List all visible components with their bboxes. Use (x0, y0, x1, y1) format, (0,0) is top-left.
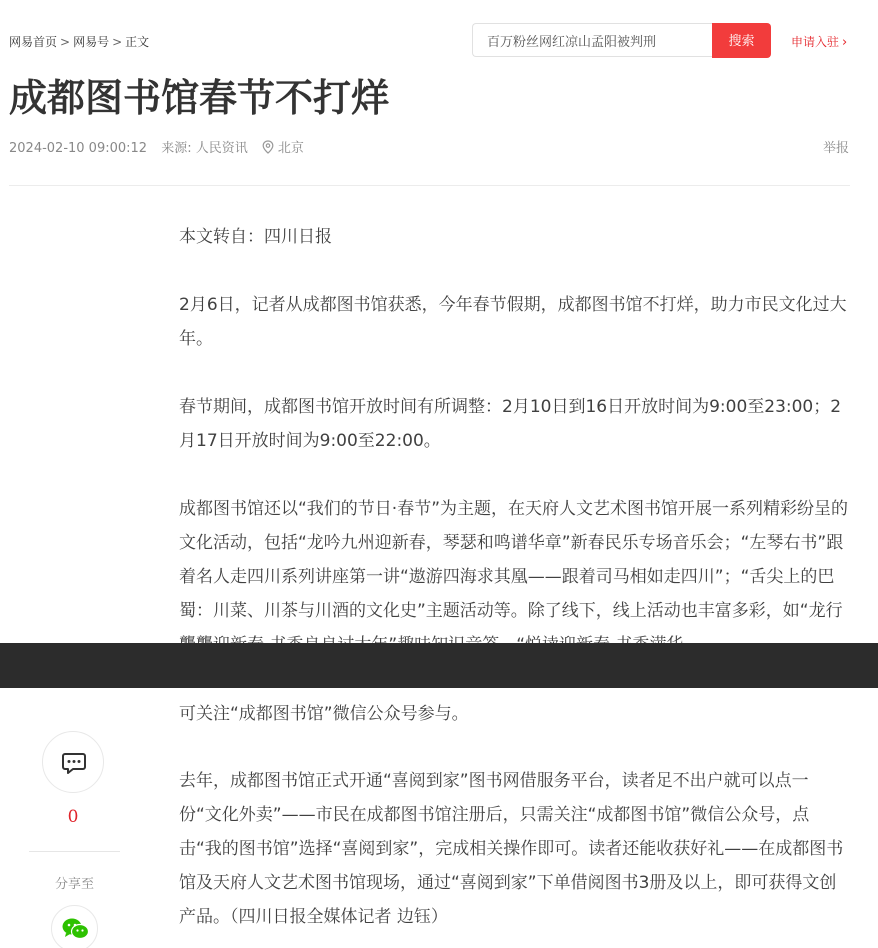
wechat-icon (62, 918, 89, 940)
breadcrumb-separator: > (60, 35, 71, 49)
apply-join-label: 申请入驻 (791, 35, 840, 49)
breadcrumb-section[interactable]: 网易号 (73, 35, 110, 49)
breadcrumb-current: 正文 (125, 35, 150, 49)
share-wechat-button[interactable] (51, 905, 98, 948)
sidebar-divider (29, 851, 120, 852)
article-paragraph: 春节期间，成都图书馆开放时间有所调整：2月10日到16日开放时间为9:00至23:00；2月17日开放时间为9:00至22:00。 (179, 397, 842, 451)
share-label: 分享至 (54, 877, 94, 892)
chevron-right-icon: › (842, 35, 848, 50)
search-input[interactable] (472, 23, 712, 57)
publish-datetime: 2024-02-10 09:00:12 (9, 141, 148, 156)
comment-button[interactable] (42, 731, 104, 793)
article-paragraph: 2月6日，记者从成都图书馆获悉，今年春节假期，成都图书馆不打烊，助力市民文化过大年。 (179, 295, 847, 349)
apply-join-link[interactable] (791, 33, 847, 50)
article-title: 成都图书馆春节不打烊 (9, 76, 390, 120)
report-link[interactable]: 举报 (822, 141, 849, 156)
article-paragraph: 本文转自：四川日报 (179, 227, 332, 247)
breadcrumb-home[interactable]: 网易首页 (9, 35, 58, 49)
comment-icon (61, 750, 87, 776)
breadcrumb (9, 33, 149, 50)
article-source: 来源: 人民资讯 (161, 141, 248, 156)
location-icon (262, 140, 274, 158)
article-paragraph: 去年，成都图书馆正式开通“喜阅到家”图书网借服务平台，读者足不出户就可以点一份“文化外卖”——市民在成都图书馆注册后，只需关注“成都图书馆”微信公众号，点击“我的图书馆”选择“喜阅到家”，完成相关操作即可。读者还能收获好礼——在成都图书馆及天府人文艺术图书馆现场，通过“喜阅到家”下单借阅图书3册及以上，即可获得文创产品。（四川日报全媒体记者 边钰） (179, 771, 844, 927)
article-paragraph: 成都图书馆还以“我们的节日·春节”为主题，在天府人文艺术图书馆开展一系列精彩纷呈的文化活动，包括“龙吟九州迎新春，琴瑟和鸣谱华章”新春民乐专场音乐会；“左琴右书”跟着名人走四川系列讲座第一讲“遨游四海求其凰——跟着司马相如走四川”；“舌尖上的巴蜀：川菜、川茶与川酒的文化史”主题活动等。除了线下，线上活动也丰富多彩，如“龙行 (179, 499, 849, 621)
article-location: 北京 (277, 141, 304, 156)
article-meta (9, 137, 324, 158)
location-group (262, 141, 314, 156)
overlay-bar (0, 643, 878, 688)
search-button[interactable]: 搜索 (712, 23, 771, 58)
article-paragraph: 可关注“成都图书馆”微信公众号参与。 (179, 704, 469, 724)
comment-count[interactable]: 0 (67, 807, 79, 827)
breadcrumb-separator: > (112, 35, 123, 49)
header-divider (9, 185, 850, 186)
